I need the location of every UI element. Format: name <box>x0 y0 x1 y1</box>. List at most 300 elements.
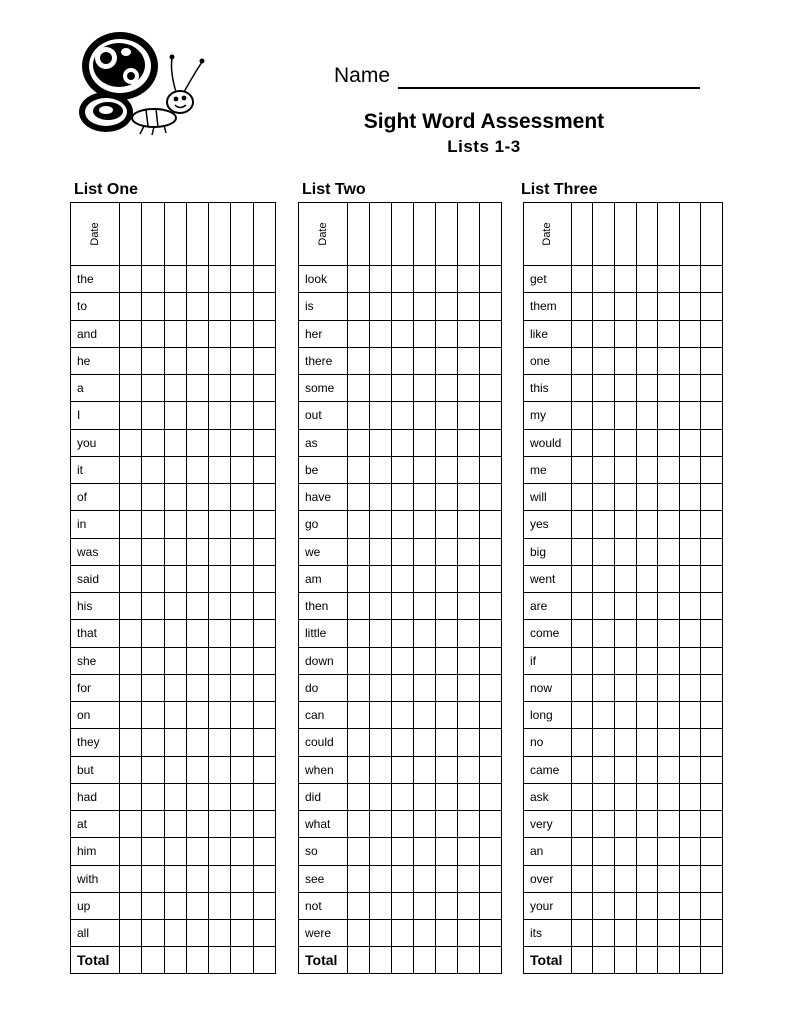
check-cell[interactable] <box>120 865 142 892</box>
check-cell[interactable] <box>571 783 593 810</box>
check-cell[interactable] <box>253 429 275 456</box>
check-cell[interactable] <box>142 320 164 347</box>
check-cell[interactable] <box>593 865 615 892</box>
check-cell[interactable] <box>614 565 636 592</box>
check-cell[interactable] <box>391 674 413 701</box>
check-cell[interactable] <box>435 320 457 347</box>
check-cell[interactable] <box>457 565 479 592</box>
check-cell[interactable] <box>231 429 253 456</box>
check-cell[interactable] <box>593 375 615 402</box>
check-cell[interactable] <box>164 756 186 783</box>
check-cell[interactable] <box>435 674 457 701</box>
check-cell[interactable] <box>435 593 457 620</box>
check-cell[interactable] <box>253 347 275 374</box>
check-cell[interactable] <box>347 783 369 810</box>
check-cell[interactable] <box>571 347 593 374</box>
check-cell[interactable] <box>593 266 615 293</box>
check-cell[interactable] <box>164 375 186 402</box>
check-cell[interactable] <box>369 593 391 620</box>
check-cell[interactable] <box>679 402 701 429</box>
check-cell[interactable] <box>614 375 636 402</box>
check-cell[interactable] <box>209 593 231 620</box>
check-cell[interactable] <box>479 347 501 374</box>
check-cell[interactable] <box>701 593 723 620</box>
check-cell[interactable] <box>593 484 615 511</box>
check-cell[interactable] <box>614 729 636 756</box>
check-cell[interactable] <box>614 593 636 620</box>
check-cell[interactable] <box>253 565 275 592</box>
check-cell[interactable] <box>164 647 186 674</box>
check-cell[interactable] <box>369 865 391 892</box>
check-cell[interactable] <box>209 620 231 647</box>
check-cell[interactable] <box>253 320 275 347</box>
check-cell[interactable] <box>231 593 253 620</box>
total-cell[interactable] <box>209 947 231 974</box>
check-cell[interactable] <box>142 647 164 674</box>
check-cell[interactable] <box>435 429 457 456</box>
check-cell[interactable] <box>457 456 479 483</box>
check-cell[interactable] <box>479 484 501 511</box>
check-cell[interactable] <box>253 402 275 429</box>
check-cell[interactable] <box>614 456 636 483</box>
total-cell[interactable] <box>347 947 369 974</box>
check-cell[interactable] <box>142 838 164 865</box>
check-cell[interactable] <box>369 620 391 647</box>
check-cell[interactable] <box>658 702 680 729</box>
check-cell[interactable] <box>479 702 501 729</box>
check-cell[interactable] <box>593 920 615 947</box>
date-entry-cell[interactable] <box>186 203 208 266</box>
check-cell[interactable] <box>614 702 636 729</box>
check-cell[interactable] <box>636 320 658 347</box>
check-cell[interactable] <box>164 429 186 456</box>
check-cell[interactable] <box>457 674 479 701</box>
check-cell[interactable] <box>413 811 435 838</box>
date-entry-cell[interactable] <box>457 203 479 266</box>
check-cell[interactable] <box>701 456 723 483</box>
check-cell[interactable] <box>636 838 658 865</box>
check-cell[interactable] <box>164 865 186 892</box>
check-cell[interactable] <box>120 565 142 592</box>
check-cell[interactable] <box>701 511 723 538</box>
check-cell[interactable] <box>457 293 479 320</box>
check-cell[interactable] <box>479 892 501 919</box>
check-cell[interactable] <box>457 756 479 783</box>
check-cell[interactable] <box>636 593 658 620</box>
check-cell[interactable] <box>413 647 435 674</box>
check-cell[interactable] <box>435 756 457 783</box>
check-cell[interactable] <box>701 920 723 947</box>
check-cell[interactable] <box>701 429 723 456</box>
check-cell[interactable] <box>142 865 164 892</box>
check-cell[interactable] <box>231 402 253 429</box>
check-cell[interactable] <box>435 375 457 402</box>
check-cell[interactable] <box>209 347 231 374</box>
date-entry-cell[interactable] <box>701 203 723 266</box>
check-cell[interactable] <box>209 674 231 701</box>
check-cell[interactable] <box>636 293 658 320</box>
check-cell[interactable] <box>679 647 701 674</box>
total-cell[interactable] <box>186 947 208 974</box>
check-cell[interactable] <box>164 347 186 374</box>
check-cell[interactable] <box>593 565 615 592</box>
check-cell[interactable] <box>658 565 680 592</box>
check-cell[interactable] <box>164 266 186 293</box>
check-cell[interactable] <box>571 375 593 402</box>
check-cell[interactable] <box>120 402 142 429</box>
check-cell[interactable] <box>593 511 615 538</box>
check-cell[interactable] <box>479 266 501 293</box>
check-cell[interactable] <box>658 266 680 293</box>
check-cell[interactable] <box>658 347 680 374</box>
check-cell[interactable] <box>435 647 457 674</box>
check-cell[interactable] <box>209 293 231 320</box>
check-cell[interactable] <box>231 702 253 729</box>
check-cell[interactable] <box>413 347 435 374</box>
check-cell[interactable] <box>347 429 369 456</box>
check-cell[interactable] <box>413 456 435 483</box>
check-cell[interactable] <box>120 811 142 838</box>
check-cell[interactable] <box>636 266 658 293</box>
check-cell[interactable] <box>571 456 593 483</box>
check-cell[interactable] <box>614 647 636 674</box>
check-cell[interactable] <box>253 293 275 320</box>
check-cell[interactable] <box>413 402 435 429</box>
check-cell[interactable] <box>658 620 680 647</box>
check-cell[interactable] <box>209 266 231 293</box>
check-cell[interactable] <box>120 920 142 947</box>
check-cell[interactable] <box>209 811 231 838</box>
check-cell[interactable] <box>253 783 275 810</box>
check-cell[interactable] <box>701 674 723 701</box>
check-cell[interactable] <box>209 565 231 592</box>
name-field[interactable] <box>334 62 714 92</box>
check-cell[interactable] <box>413 266 435 293</box>
check-cell[interactable] <box>479 511 501 538</box>
check-cell[interactable] <box>253 892 275 919</box>
total-cell[interactable] <box>413 947 435 974</box>
check-cell[interactable] <box>347 347 369 374</box>
check-cell[interactable] <box>679 620 701 647</box>
check-cell[interactable] <box>636 729 658 756</box>
check-cell[interactable] <box>679 456 701 483</box>
check-cell[interactable] <box>164 565 186 592</box>
check-cell[interactable] <box>164 838 186 865</box>
total-cell[interactable] <box>571 947 593 974</box>
date-entry-cell[interactable] <box>658 203 680 266</box>
check-cell[interactable] <box>391 293 413 320</box>
check-cell[interactable] <box>479 756 501 783</box>
check-cell[interactable] <box>701 293 723 320</box>
check-cell[interactable] <box>347 647 369 674</box>
check-cell[interactable] <box>701 892 723 919</box>
check-cell[interactable] <box>120 347 142 374</box>
check-cell[interactable] <box>347 729 369 756</box>
check-cell[interactable] <box>457 838 479 865</box>
check-cell[interactable] <box>571 729 593 756</box>
check-cell[interactable] <box>253 593 275 620</box>
check-cell[interactable] <box>231 538 253 565</box>
check-cell[interactable] <box>391 756 413 783</box>
check-cell[interactable] <box>571 484 593 511</box>
check-cell[interactable] <box>209 429 231 456</box>
check-cell[interactable] <box>636 674 658 701</box>
check-cell[interactable] <box>142 783 164 810</box>
check-cell[interactable] <box>457 892 479 919</box>
check-cell[interactable] <box>701 729 723 756</box>
check-cell[interactable] <box>636 702 658 729</box>
check-cell[interactable] <box>479 320 501 347</box>
check-cell[interactable] <box>142 266 164 293</box>
check-cell[interactable] <box>186 538 208 565</box>
check-cell[interactable] <box>413 511 435 538</box>
check-cell[interactable] <box>571 620 593 647</box>
check-cell[interactable] <box>209 511 231 538</box>
check-cell[interactable] <box>231 511 253 538</box>
check-cell[interactable] <box>186 429 208 456</box>
check-cell[interactable] <box>164 892 186 919</box>
check-cell[interactable] <box>658 811 680 838</box>
check-cell[interactable] <box>413 565 435 592</box>
check-cell[interactable] <box>164 511 186 538</box>
check-cell[interactable] <box>391 838 413 865</box>
check-cell[interactable] <box>186 702 208 729</box>
date-entry-cell[interactable] <box>231 203 253 266</box>
check-cell[interactable] <box>413 756 435 783</box>
check-cell[interactable] <box>253 702 275 729</box>
check-cell[interactable] <box>164 293 186 320</box>
check-cell[interactable] <box>457 266 479 293</box>
check-cell[interactable] <box>593 838 615 865</box>
check-cell[interactable] <box>142 456 164 483</box>
check-cell[interactable] <box>186 484 208 511</box>
check-cell[interactable] <box>658 756 680 783</box>
check-cell[interactable] <box>391 702 413 729</box>
check-cell[interactable] <box>479 620 501 647</box>
check-cell[interactable] <box>413 920 435 947</box>
check-cell[interactable] <box>636 538 658 565</box>
check-cell[interactable] <box>391 811 413 838</box>
check-cell[interactable] <box>347 620 369 647</box>
check-cell[interactable] <box>413 538 435 565</box>
check-cell[interactable] <box>571 429 593 456</box>
check-cell[interactable] <box>186 593 208 620</box>
check-cell[interactable] <box>658 429 680 456</box>
check-cell[interactable] <box>679 484 701 511</box>
check-cell[interactable] <box>391 266 413 293</box>
check-cell[interactable] <box>120 511 142 538</box>
check-cell[interactable] <box>658 920 680 947</box>
check-cell[interactable] <box>435 538 457 565</box>
check-cell[interactable] <box>347 756 369 783</box>
check-cell[interactable] <box>391 920 413 947</box>
check-cell[interactable] <box>435 892 457 919</box>
total-cell[interactable] <box>435 947 457 974</box>
check-cell[interactable] <box>435 729 457 756</box>
check-cell[interactable] <box>593 783 615 810</box>
check-cell[interactable] <box>347 402 369 429</box>
date-entry-cell[interactable] <box>571 203 593 266</box>
date-entry-cell[interactable] <box>347 203 369 266</box>
check-cell[interactable] <box>209 729 231 756</box>
check-cell[interactable] <box>142 702 164 729</box>
check-cell[interactable] <box>658 375 680 402</box>
check-cell[interactable] <box>231 375 253 402</box>
check-cell[interactable] <box>701 538 723 565</box>
check-cell[interactable] <box>253 647 275 674</box>
check-cell[interactable] <box>571 811 593 838</box>
date-entry-cell[interactable] <box>413 203 435 266</box>
check-cell[interactable] <box>369 702 391 729</box>
check-cell[interactable] <box>369 565 391 592</box>
check-cell[interactable] <box>614 511 636 538</box>
check-cell[interactable] <box>186 266 208 293</box>
check-cell[interactable] <box>391 892 413 919</box>
check-cell[interactable] <box>701 320 723 347</box>
check-cell[interactable] <box>593 647 615 674</box>
check-cell[interactable] <box>391 429 413 456</box>
check-cell[interactable] <box>347 293 369 320</box>
check-cell[interactable] <box>571 756 593 783</box>
check-cell[interactable] <box>209 702 231 729</box>
check-cell[interactable] <box>253 920 275 947</box>
check-cell[interactable] <box>679 838 701 865</box>
check-cell[interactable] <box>457 920 479 947</box>
check-cell[interactable] <box>209 892 231 919</box>
check-cell[interactable] <box>571 892 593 919</box>
check-cell[interactable] <box>209 783 231 810</box>
check-cell[interactable] <box>636 620 658 647</box>
check-cell[interactable] <box>413 375 435 402</box>
check-cell[interactable] <box>391 565 413 592</box>
check-cell[interactable] <box>593 347 615 374</box>
date-entry-cell[interactable] <box>593 203 615 266</box>
check-cell[interactable] <box>369 511 391 538</box>
check-cell[interactable] <box>347 375 369 402</box>
date-entry-cell[interactable] <box>209 203 231 266</box>
check-cell[interactable] <box>186 756 208 783</box>
check-cell[interactable] <box>457 484 479 511</box>
total-cell[interactable] <box>679 947 701 974</box>
check-cell[interactable] <box>636 511 658 538</box>
check-cell[interactable] <box>636 429 658 456</box>
check-cell[interactable] <box>369 892 391 919</box>
check-cell[interactable] <box>571 293 593 320</box>
check-cell[interactable] <box>369 538 391 565</box>
check-cell[interactable] <box>253 811 275 838</box>
check-cell[interactable] <box>391 729 413 756</box>
check-cell[interactable] <box>571 647 593 674</box>
check-cell[interactable] <box>614 838 636 865</box>
check-cell[interactable] <box>614 865 636 892</box>
check-cell[interactable] <box>347 538 369 565</box>
check-cell[interactable] <box>636 375 658 402</box>
check-cell[interactable] <box>435 620 457 647</box>
check-cell[interactable] <box>614 347 636 374</box>
check-cell[interactable] <box>701 484 723 511</box>
check-cell[interactable] <box>636 402 658 429</box>
date-entry-cell[interactable] <box>614 203 636 266</box>
check-cell[interactable] <box>658 511 680 538</box>
check-cell[interactable] <box>658 293 680 320</box>
check-cell[interactable] <box>369 783 391 810</box>
check-cell[interactable] <box>164 674 186 701</box>
total-cell[interactable] <box>369 947 391 974</box>
check-cell[interactable] <box>479 729 501 756</box>
date-entry-cell[interactable] <box>120 203 142 266</box>
check-cell[interactable] <box>391 456 413 483</box>
check-cell[interactable] <box>571 320 593 347</box>
check-cell[interactable] <box>186 620 208 647</box>
check-cell[interactable] <box>479 593 501 620</box>
check-cell[interactable] <box>636 920 658 947</box>
check-cell[interactable] <box>679 375 701 402</box>
check-cell[interactable] <box>413 702 435 729</box>
check-cell[interactable] <box>679 429 701 456</box>
check-cell[interactable] <box>347 266 369 293</box>
check-cell[interactable] <box>658 838 680 865</box>
check-cell[interactable] <box>435 511 457 538</box>
check-cell[interactable] <box>186 456 208 483</box>
check-cell[interactable] <box>679 892 701 919</box>
check-cell[interactable] <box>658 647 680 674</box>
check-cell[interactable] <box>231 320 253 347</box>
check-cell[interactable] <box>369 674 391 701</box>
check-cell[interactable] <box>457 620 479 647</box>
check-cell[interactable] <box>614 402 636 429</box>
check-cell[interactable] <box>479 674 501 701</box>
check-cell[interactable] <box>636 783 658 810</box>
check-cell[interactable] <box>369 811 391 838</box>
check-cell[interactable] <box>231 920 253 947</box>
check-cell[interactable] <box>679 702 701 729</box>
check-cell[interactable] <box>479 429 501 456</box>
check-cell[interactable] <box>614 620 636 647</box>
check-cell[interactable] <box>120 320 142 347</box>
check-cell[interactable] <box>186 647 208 674</box>
check-cell[interactable] <box>209 320 231 347</box>
check-cell[interactable] <box>457 811 479 838</box>
check-cell[interactable] <box>571 702 593 729</box>
check-cell[interactable] <box>142 920 164 947</box>
check-cell[interactable] <box>435 266 457 293</box>
check-cell[interactable] <box>186 347 208 374</box>
check-cell[interactable] <box>658 456 680 483</box>
check-cell[interactable] <box>701 565 723 592</box>
check-cell[interactable] <box>571 920 593 947</box>
date-entry-cell[interactable] <box>679 203 701 266</box>
check-cell[interactable] <box>142 538 164 565</box>
check-cell[interactable] <box>636 484 658 511</box>
check-cell[interactable] <box>391 375 413 402</box>
check-cell[interactable] <box>457 783 479 810</box>
total-cell[interactable] <box>457 947 479 974</box>
check-cell[interactable] <box>457 865 479 892</box>
check-cell[interactable] <box>142 511 164 538</box>
check-cell[interactable] <box>142 565 164 592</box>
check-cell[interactable] <box>369 920 391 947</box>
total-cell[interactable] <box>120 947 142 974</box>
check-cell[interactable] <box>435 702 457 729</box>
check-cell[interactable] <box>164 920 186 947</box>
check-cell[interactable] <box>164 456 186 483</box>
check-cell[interactable] <box>186 783 208 810</box>
check-cell[interactable] <box>369 838 391 865</box>
check-cell[interactable] <box>614 811 636 838</box>
check-cell[interactable] <box>120 456 142 483</box>
check-cell[interactable] <box>636 647 658 674</box>
check-cell[interactable] <box>435 456 457 483</box>
